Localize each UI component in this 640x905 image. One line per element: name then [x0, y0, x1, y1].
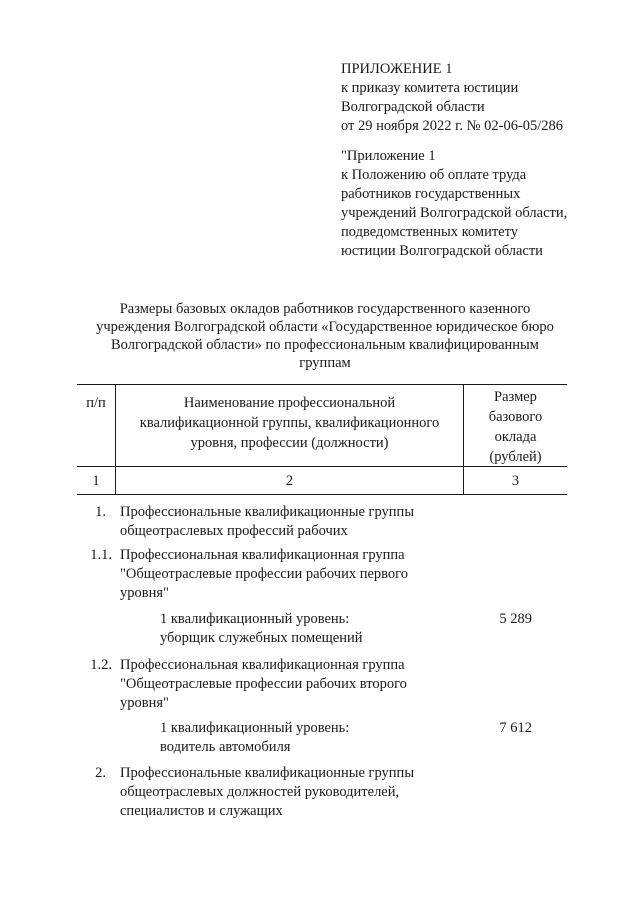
table-bottom-rule — [77, 494, 567, 495]
salary-value: 7 612 — [499, 720, 532, 736]
row-text: Профессиональная квалификационная группа "Общеотраслевые профессии рабочих второго уровня" — [120, 657, 407, 711]
row-number: 1.1. — [90, 547, 112, 563]
row-number: 2. — [95, 765, 106, 781]
appendix-line: от 29 ноября 2022 г. № 02-06-05/286 — [341, 118, 564, 134]
salary-value: 5 289 — [499, 611, 532, 627]
row-text: Профессиональные квалификационные группы общеотраслевых должностей руководителей, специалистов и служащих — [120, 765, 415, 819]
row-number: 1.2. — [90, 657, 112, 673]
row-number: 1. — [95, 504, 106, 520]
note-line: юстиции Волгоградской области — [341, 243, 543, 259]
note-line: подведомственных комитету — [341, 224, 518, 240]
row-text: 1 квалификационный уровень: водитель автомобиля — [160, 720, 350, 755]
table-top-rule — [77, 384, 567, 385]
note-line: к Положению об оплате труда — [341, 167, 527, 183]
regulation-note-block — [341, 147, 626, 261]
row-text: 1 квалификационный уровень: уборщик служебных помещений — [160, 611, 363, 646]
document-title — [90, 300, 560, 372]
header-name-column: Наименование профессиональной квалификационной группы, квалификационного уровня, профессии (должности) — [139, 395, 440, 451]
title-line: Волгоградской области» по профессиональным квалифицированным — [111, 337, 539, 353]
note-line: работников государственных — [341, 186, 521, 202]
note-line: учреждений Волгоградской области, — [341, 205, 568, 221]
appendix-line: к приказу комитета юстиции — [341, 80, 519, 96]
column-number-3: 3 — [511, 473, 520, 489]
appendix-line: ПРИЛОЖЕНИЕ 1 — [341, 61, 453, 77]
appendix-line: Волгоградской области — [341, 99, 485, 115]
table-header — [77, 384, 567, 494]
title-line: Размеры базовых окладов работников государственного казенного — [119, 301, 531, 317]
title-line: учреждения Волгоградской области «Государственное юридическое бюро — [96, 319, 554, 335]
title-line: группам — [299, 355, 351, 371]
row-text: Профессиональные квалификационные группы общеотраслевых профессий рабочих — [120, 504, 415, 539]
note-line: "Приложение 1 — [341, 148, 436, 164]
header-salary-column: Размер базового оклада (рублей) — [488, 389, 543, 465]
header-number-column: п/п — [86, 395, 106, 411]
column-number-2: 2 — [285, 473, 294, 489]
column-number-1: 1 — [92, 473, 100, 489]
row-text: Профессиональная квалификационная группа "Общеотраслевые профессии рабочих первого уровня" — [120, 547, 408, 601]
appendix-block — [341, 60, 621, 136]
